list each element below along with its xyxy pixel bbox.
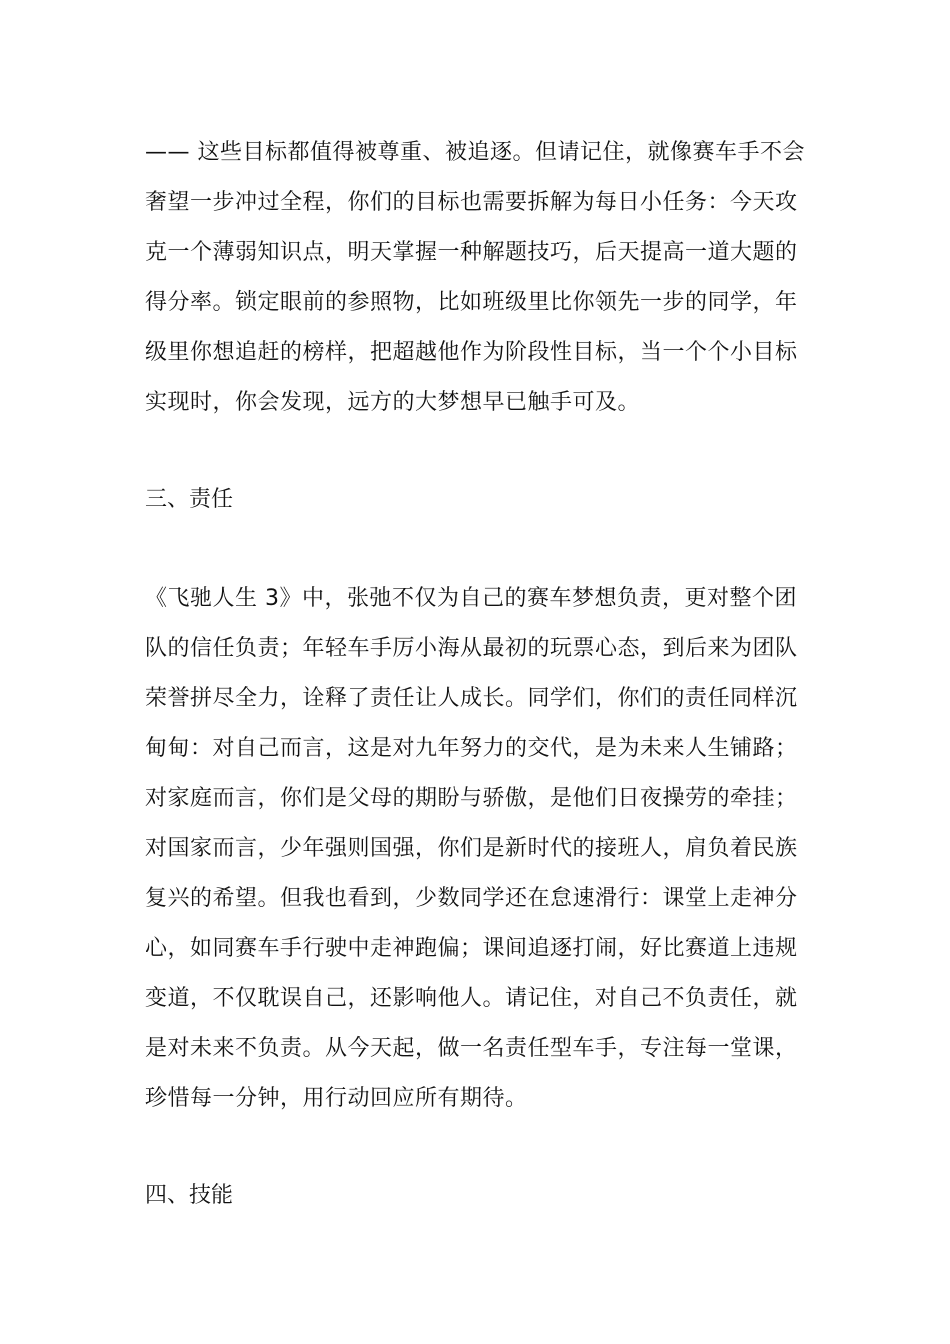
paragraph-line: 变道，不仅耽误自己，还影响他人。请记住，对自己不负责任，就 xyxy=(145,986,798,1011)
paragraph-line: —— 这些目标都值得被尊重、被追逐。但请记住，就像赛车手不会 xyxy=(145,140,805,165)
paragraph-line: 对国家而言，少年强则国强，你们是新时代的接班人，肩负着民族 xyxy=(145,836,798,861)
paragraph-line: 队的信任负责；年轻车手厉小海从最初的玩票心态，到后来为团队 xyxy=(145,636,798,661)
paragraph-line: 珍惜每一分钟，用行动回应所有期待。 xyxy=(145,1086,528,1111)
section-heading-skills: 四、技能 xyxy=(145,1183,234,1208)
paragraph-line: 奢望一步冲过全程，你们的目标也需要拆解为每日小任务：今天攻 xyxy=(145,190,798,215)
paragraph-line: 《飞驰人生 3》中，张弛不仅为自己的赛车梦想负责，更对整个团 xyxy=(145,586,797,611)
paragraph-line: 是对未来不负责。从今天起，做一名责任型车手，专注每一堂课， xyxy=(145,1036,798,1061)
paragraph-line: 得分率。锁定眼前的参照物，比如班级里比你领先一步的同学，年 xyxy=(145,290,798,315)
paragraph-line: 复兴的希望。但我也看到，少数同学还在怠速滑行：课堂上走神分 xyxy=(145,886,798,911)
paragraph-line: 对家庭而言，你们是父母的期盼与骄傲，是他们日夜操劳的牵挂； xyxy=(145,786,798,811)
paragraph-line: 实现时，你会发现，远方的大梦想早已触手可及。 xyxy=(145,390,641,415)
paragraph-line: 克一个薄弱知识点，明天掌握一种解题技巧，后天提高一道大题的 xyxy=(145,240,798,265)
paragraph-line: 荣誉拼尽全力，诠释了责任让人成长。同学们，你们的责任同样沉 xyxy=(145,686,798,711)
section-heading-responsibility: 三、责任 xyxy=(145,487,234,512)
paragraph-line: 心，如同赛车手行驶中走神跑偏；课间追逐打闹，好比赛道上违规 xyxy=(145,936,798,961)
paragraph-line: 甸甸：对自己而言，这是对九年努力的交代，是为未来人生铺路； xyxy=(145,736,798,761)
paragraph-line: 级里你想追赶的榜样，把超越他作为阶段性目标，当一个个小目标 xyxy=(145,340,798,365)
